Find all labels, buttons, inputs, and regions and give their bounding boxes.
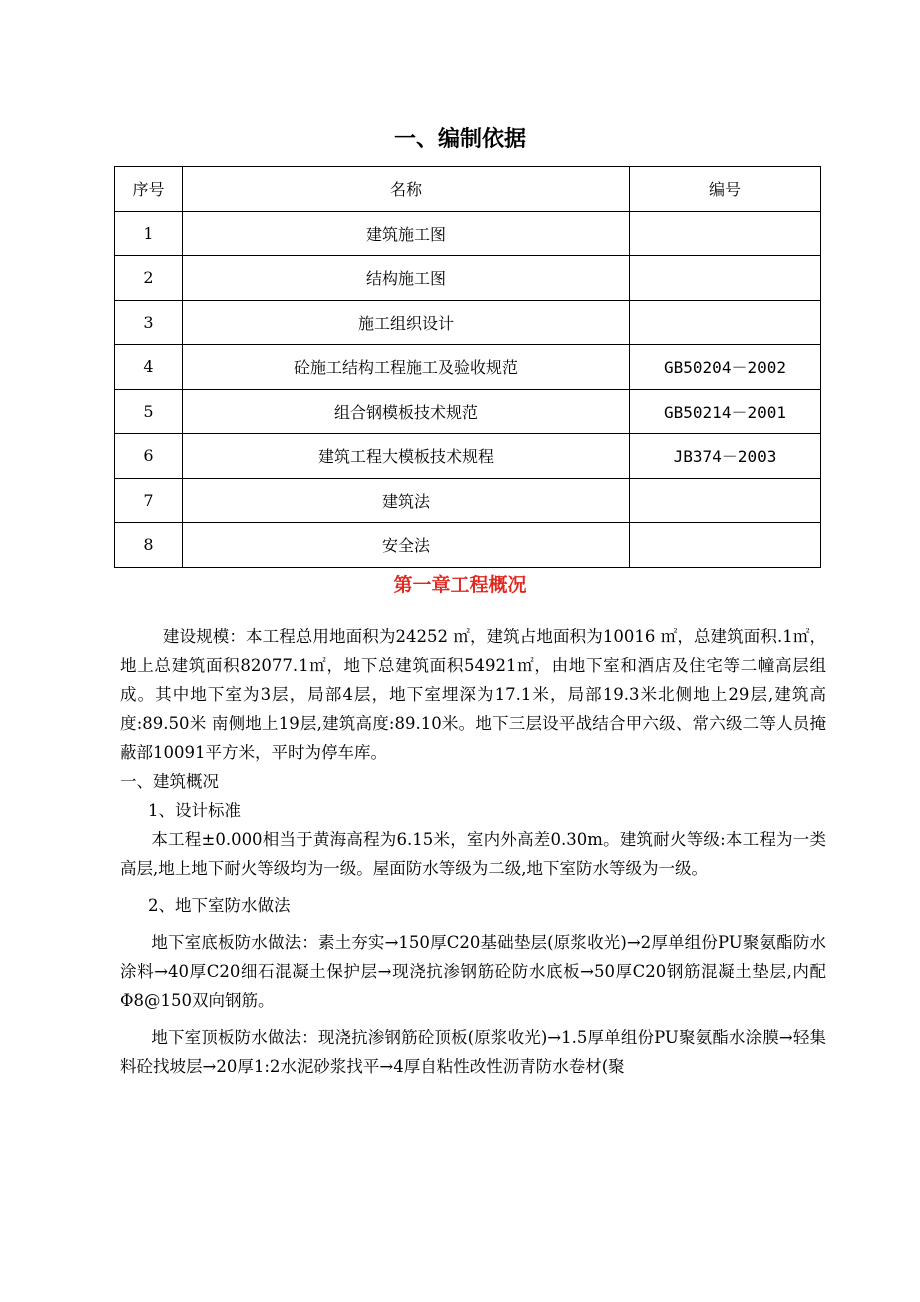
header-code: 编号 [630,167,821,212]
floor-waterproof-paragraph: 地下室底板防水做法：素土夯实→150厚C20基础垫层(原浆收光)→2厚单组份PU聚氨酯防水涂料→40厚C20细石混凝土保护层→现浇抗渗钢筋砼防水底板→50厚C20钢筋混凝土垫层,内配Φ8@150双向钢筋。 [120,933,826,1010]
row-name: 结构施工图 [183,256,630,301]
row-name: 砼施工结构工程施工及验收规范 [183,345,630,390]
row-no: 5 [115,389,183,434]
row-no: 2 [115,256,183,301]
row-code: GB50214－2001 [630,389,821,434]
table-header-row [115,167,821,212]
row-name: 施工组织设计 [183,300,630,345]
chapter-title: 第一章工程概况 [393,574,527,596]
subsection-heading: 2、地下室防水做法 [148,896,291,915]
compilation-basis-table [114,166,821,568]
row-code [630,478,821,523]
section-heading: 一、建筑概况 [120,772,219,791]
row-name: 建筑工程大模板技术规程 [183,434,630,479]
body-text [120,622,826,1081]
subsection-heading: 1、设计标准 [148,801,241,820]
scale-paragraph: 建设规模：本工程总用地面积为24252 ㎡，建筑占地面积为10016 ㎡，总建筑面积.1㎡，地上总建筑面积82077.1㎡，地下总建筑面积54921㎡，由地下室和酒店及住宅等二幢高层组成。其中地下室为3层，局部4层，地下室埋深为17.1米，局部19.3米北侧地上29层,建筑高度:89.50米 南侧地上19层,建筑高度:89.10米。地下三层设平战结合甲六级、常六级二等人员掩蔽部10091平方米，平时为停车库。 [120,627,826,762]
table-row [115,389,821,434]
row-code [630,256,821,301]
table-row [115,345,821,390]
header-no: 序号 [115,167,183,212]
row-no: 1 [115,211,183,256]
row-code: JB374－2003 [630,434,821,479]
header-name: 名称 [183,167,630,212]
row-code [630,300,821,345]
row-code: GB50204－2002 [630,345,821,390]
row-no: 6 [115,434,183,479]
table-row [115,478,821,523]
roof-waterproof-paragraph: 地下室顶板防水做法：现浇抗渗钢筋砼顶板(原浆收光)→1.5厚单组份PU聚氨酯水涂膜→轻集料砼找坡层→20厚1:2水泥砂浆找平→4厚自粘性改性沥青防水卷材(聚 [120,1028,826,1076]
row-name: 安全法 [183,523,630,568]
table-row [115,256,821,301]
row-code [630,523,821,568]
row-code [630,211,821,256]
row-name: 建筑法 [183,478,630,523]
row-no: 3 [115,300,183,345]
section-title: 一、编制依据 [393,127,526,152]
table-row [115,434,821,479]
row-no: 8 [115,523,183,568]
table-row [115,523,821,568]
row-no: 4 [115,345,183,390]
row-name: 建筑施工图 [183,211,630,256]
row-no: 7 [115,478,183,523]
table-row [115,300,821,345]
table-row [115,211,821,256]
row-name: 组合钢模板技术规范 [183,389,630,434]
design-standard-paragraph: 本工程±0.000相当于黄海高程为6.15米，室内外高差0.30m。建筑耐火等级:本工程为一类高层,地上地下耐火等级均为一级。屋面防水等级为二级,地下室防水等级为一级。 [120,830,826,878]
